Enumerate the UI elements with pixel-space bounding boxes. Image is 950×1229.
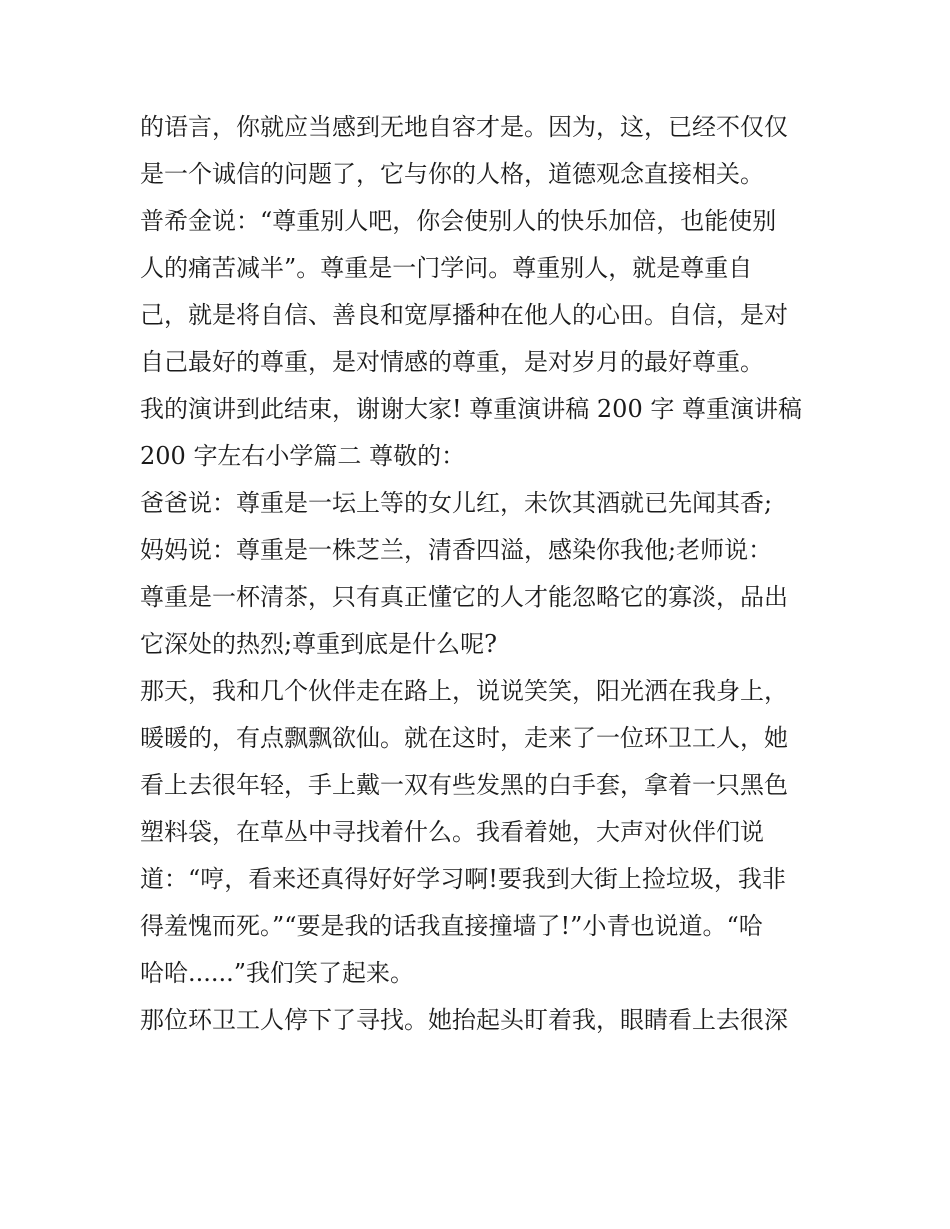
text-line: 普希金说：“尊重别人吧，你会使别人的快乐加倍，也能使别 xyxy=(140,207,777,235)
text-line: 得羞愧而死。”“要是我的话我直接撞墙了!”小青也说道。“哈 xyxy=(140,912,763,940)
text-line: 200 字左右小学篇二 尊敬的： xyxy=(140,442,466,470)
text-line: 我的演讲到此结束，谢谢大家! 尊重演讲稿 200 字 尊重演讲稿 xyxy=(140,395,802,423)
text-line: 人的痛苦减半”。尊重是一门学问。尊重别人，就是尊重自 xyxy=(140,254,753,282)
body-text xyxy=(140,104,820,1044)
text-line: 暖暖的，有点飘飘欲仙。就在这时，走来了一位环卫工人，她 xyxy=(140,724,788,752)
text-line: 看上去很年轻，手上戴一双有些发黑的白手套，拿着一只黑色 xyxy=(140,771,788,799)
text-line: 己，就是将自信、善良和宽厚播种在他人的心田。自信，是对 xyxy=(140,301,788,329)
text-line: 爸爸说：尊重是一坛上等的女儿红，未饮其酒就已先闻其香; xyxy=(140,489,773,517)
text-line: 的语言，你就应当感到无地自容才是。因为，这，已经不仅仅 xyxy=(140,113,788,141)
text-line: 那位环卫工人停下了寻找。她抬起头盯着我，眼睛看上去很深 xyxy=(140,1006,788,1034)
text-line: 尊重是一杯清茶，只有真正懂它的人才能忽略它的寡淡，品出 xyxy=(140,583,788,611)
text-line: 塑料袋，在草丛中寻找着什么。我看着她，大声对伙伴们说 xyxy=(140,818,764,846)
text-line: 道：“哼，看来还真得好好学习啊!要我到大街上捡垃圾，我非 xyxy=(140,865,786,893)
text-line: 是一个诚信的问题了，它与你的人格，道德观念直接相关。 xyxy=(140,160,764,188)
text-line: 妈妈说：尊重是一株芝兰，清香四溢，感染你我他;老师说： xyxy=(140,536,773,564)
text-line: 那天，我和几个伙伴走在路上，说说笑笑，阳光洒在我身上， xyxy=(140,677,788,705)
text-line: 它深处的热烈;尊重到底是什么呢? xyxy=(140,630,497,658)
text-line: 自己最好的尊重，是对情感的尊重，是对岁月的最好尊重。 xyxy=(140,348,764,376)
text-line: 哈哈......”我们笑了起来。 xyxy=(140,959,415,987)
